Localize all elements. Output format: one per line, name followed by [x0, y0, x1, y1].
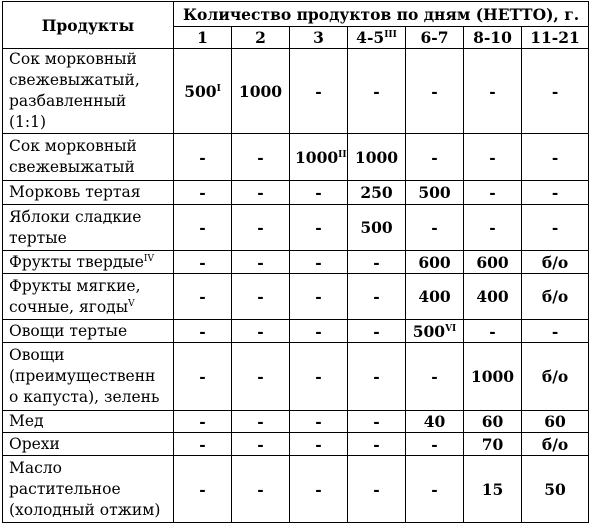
product-footnote: IV [143, 253, 154, 264]
quantity-cell [290, 433, 348, 456]
product-name-line: Мед [9, 412, 44, 430]
quantity-value: 500 [360, 218, 393, 237]
quantity-footnote: II [338, 149, 347, 160]
quantity-value: - [257, 479, 264, 499]
quantity-cell [406, 49, 464, 134]
quantity-cell [290, 251, 348, 274]
quantity-cell [406, 274, 464, 320]
product-footnote: V [128, 298, 135, 309]
quantity-cell [232, 456, 290, 523]
table-row [3, 251, 589, 274]
quantity-value: - [257, 147, 264, 167]
quantity-cell [174, 205, 232, 251]
quantity-cell [174, 49, 232, 134]
product-name-line: свежевыжатый [9, 158, 135, 176]
quantity-value: - [489, 218, 496, 237]
products-by-day-table [2, 1, 589, 523]
quantity-value: - [199, 367, 206, 386]
table-row [3, 205, 589, 251]
quantity-cell [522, 205, 589, 251]
quantity-cell [464, 320, 522, 343]
quantity-cell [348, 274, 406, 320]
quantity-value: 60 [544, 412, 566, 431]
quantity-value: - [315, 183, 322, 202]
product-name-cell [3, 433, 174, 456]
quantity-footnote: I [216, 83, 221, 94]
quantity-cell [522, 49, 589, 134]
quantity-value: - [315, 434, 322, 454]
quantity-value: - [199, 287, 206, 306]
quantity-cell [464, 433, 522, 456]
quantity-value: - [431, 479, 438, 499]
quantity-value: - [431, 367, 438, 386]
quantity-cell [290, 181, 348, 205]
document-page [2, 1, 589, 523]
quantity-footnote: VI [445, 323, 457, 334]
quantity-value: - [489, 147, 496, 167]
quantity-cell [406, 456, 464, 523]
header-day-label: 4-5 [356, 28, 385, 47]
quantity-cell [348, 205, 406, 251]
quantity-value: - [315, 252, 322, 272]
table-body [3, 49, 589, 523]
table-row [3, 49, 589, 134]
header-day-label: 2 [255, 28, 266, 47]
quantity-value: - [199, 218, 206, 237]
quantity-value: - [257, 321, 264, 341]
quantity-cell [174, 456, 232, 523]
header-day [174, 27, 232, 49]
quantity-cell [406, 251, 464, 274]
product-name-line: Орехи [9, 434, 60, 453]
quantity-value: - [199, 412, 206, 431]
quantity-value: - [199, 252, 206, 272]
quantity-value: - [257, 367, 264, 386]
quantity-value: 250 [360, 183, 393, 202]
quantity-cell [522, 320, 589, 343]
header-day [522, 27, 589, 49]
quantity-cell [174, 134, 232, 181]
table-row [3, 343, 589, 411]
quantity-cell [406, 134, 464, 181]
quantity-cell [348, 411, 406, 433]
quantity-value: - [315, 479, 322, 499]
quantity-cell [348, 134, 406, 181]
quantity-cell [232, 181, 290, 205]
table-row [3, 320, 589, 343]
quantity-value: - [315, 321, 322, 341]
product-name-cell [3, 49, 174, 134]
quantity-cell [232, 411, 290, 433]
product-name-cell [3, 274, 174, 320]
quantity-value: - [489, 81, 496, 101]
quantity-cell [406, 205, 464, 251]
product-name-cell [3, 320, 174, 343]
header-day [348, 27, 406, 49]
quantity-value: 600 [418, 252, 451, 272]
quantity-value: - [489, 321, 496, 341]
quantity-value: 60 [481, 412, 504, 431]
quantity-cell [522, 433, 589, 456]
product-name-line: о капуста), зелень [9, 388, 160, 406]
quantity-cell [232, 274, 290, 320]
product-name-line: Фрукты твердые [9, 252, 144, 271]
quantity-cell [290, 343, 348, 411]
product-name-line: тертые [9, 228, 67, 247]
quantity-value: 70 [481, 434, 504, 454]
quantity-value: - [199, 479, 206, 499]
quantity-value: - [373, 81, 380, 101]
quantity-value: - [431, 434, 438, 454]
quantity-cell [348, 456, 406, 523]
header-day-label: 1 [197, 28, 208, 47]
quantity-cell [464, 251, 522, 274]
product-name-cell [3, 205, 174, 251]
header-day [290, 27, 348, 49]
product-name-cell [3, 181, 174, 205]
quantity-value: - [373, 434, 380, 454]
quantity-cell [290, 205, 348, 251]
quantity-cell [406, 181, 464, 205]
quantity-cell [232, 251, 290, 274]
quantity-value: - [551, 81, 559, 101]
quantity-value: 500 [184, 81, 217, 101]
header-day [464, 27, 522, 49]
quantity-value: б/о [541, 287, 569, 306]
quantity-value: - [489, 183, 496, 202]
quantity-value: 15 [481, 479, 504, 499]
quantity-cell [464, 181, 522, 205]
header-day-label: 8-10 [473, 28, 512, 47]
quantity-cell [290, 320, 348, 343]
quantity-cell [290, 411, 348, 433]
quantity-cell [174, 274, 232, 320]
quantity-value: б/о [541, 252, 569, 272]
header-products: Продукты [3, 2, 174, 49]
quantity-cell [522, 411, 589, 433]
quantity-cell [464, 274, 522, 320]
quantity-value: - [431, 147, 438, 167]
quantity-cell [464, 343, 522, 411]
product-name-line: Овощи тертые [9, 321, 128, 340]
quantity-value: 400 [476, 287, 509, 306]
quantity-value: - [373, 321, 380, 341]
quantity-cell [348, 320, 406, 343]
table-row [3, 456, 589, 523]
quantity-cell [174, 343, 232, 411]
quantity-value: - [551, 218, 559, 237]
quantity-value: - [373, 412, 380, 431]
table-header [3, 2, 589, 49]
quantity-cell [290, 134, 348, 181]
quantity-value: 1000 [470, 367, 515, 386]
header-day [232, 27, 290, 49]
quantity-value: б/о [541, 367, 569, 386]
quantity-cell [348, 251, 406, 274]
quantity-value: 600 [476, 252, 509, 272]
quantity-cell [522, 251, 589, 274]
quantity-value: - [373, 252, 380, 272]
quantity-cell [406, 411, 464, 433]
product-name-line: разбавленный (1:1) [9, 92, 127, 131]
quantity-value: - [431, 81, 438, 101]
quantity-cell [348, 181, 406, 205]
quantity-value: - [431, 218, 438, 237]
quantity-value: б/о [541, 434, 569, 454]
table-row [3, 274, 589, 320]
product-name-line: Яблоки сладкие [9, 207, 142, 226]
quantity-value: 1000 [295, 147, 339, 167]
quantity-cell [464, 411, 522, 433]
product-name-line: свежевыжатый, [9, 71, 140, 89]
product-name-line: Сок морковный [9, 137, 137, 155]
quantity-cell [232, 433, 290, 456]
quantity-value: 1000 [354, 147, 399, 167]
quantity-cell [406, 320, 464, 343]
quantity-value: - [257, 218, 264, 237]
table-row [3, 134, 589, 181]
product-name-line: Морковь тертая [9, 183, 141, 201]
product-name-line: растительное [9, 479, 121, 498]
quantity-cell [232, 343, 290, 411]
product-name-cell [3, 411, 174, 433]
quantity-value: - [199, 321, 206, 341]
quantity-value: 50 [544, 479, 566, 499]
quantity-cell [464, 49, 522, 134]
quantity-cell [174, 411, 232, 433]
quantity-cell [464, 205, 522, 251]
quantity-cell [232, 205, 290, 251]
quantity-value: - [315, 412, 322, 431]
quantity-cell [290, 456, 348, 523]
quantity-value: - [373, 367, 380, 386]
quantity-value: - [551, 147, 559, 167]
quantity-cell [232, 134, 290, 181]
quantity-value: - [373, 287, 380, 306]
quantity-value: 400 [418, 287, 451, 306]
product-name-line: сочные, ягоды [9, 297, 129, 316]
quantity-cell [522, 343, 589, 411]
quantity-value: 1000 [238, 81, 283, 101]
quantity-value: - [551, 321, 559, 341]
table-row [3, 433, 589, 456]
quantity-value: 500 [418, 183, 451, 202]
quantity-value: - [257, 183, 264, 202]
product-name-line: (холодный отжим) [9, 500, 161, 519]
quantity-cell [348, 49, 406, 134]
header-row-top [3, 2, 589, 27]
quantity-value: - [315, 81, 322, 101]
quantity-value: - [315, 218, 322, 237]
quantity-value: - [315, 367, 322, 386]
product-name-line: (преимущественн [9, 367, 156, 385]
quantity-cell [290, 49, 348, 134]
header-day [406, 27, 464, 49]
table-row [3, 181, 589, 205]
quantity-cell [232, 49, 290, 134]
quantity-cell [522, 456, 589, 523]
header-day-footnote: III [384, 30, 397, 40]
header-quantity: Количество продуктов по дням (НЕТТО), г. [174, 2, 589, 27]
product-name-cell [3, 134, 174, 181]
quantity-cell [348, 343, 406, 411]
header-day-label: 11-21 [530, 28, 580, 47]
quantity-value: - [373, 479, 380, 499]
quantity-value: - [199, 147, 206, 167]
quantity-value: - [551, 183, 559, 202]
quantity-value: - [199, 434, 206, 454]
quantity-cell [232, 320, 290, 343]
quantity-cell [464, 456, 522, 523]
header-day-label: 6-7 [420, 28, 449, 47]
table-row [3, 411, 589, 433]
quantity-value: - [257, 434, 264, 454]
product-name-line: Овощи [9, 346, 65, 364]
quantity-value: - [315, 287, 322, 306]
quantity-cell [522, 134, 589, 181]
quantity-value: 40 [423, 412, 446, 431]
quantity-cell [348, 433, 406, 456]
product-name-line: Масло [9, 458, 62, 477]
quantity-cell [522, 274, 589, 320]
quantity-value: - [257, 252, 264, 272]
quantity-cell [174, 433, 232, 456]
quantity-value: 500 [412, 321, 446, 341]
quantity-cell [174, 181, 232, 205]
quantity-cell [522, 181, 589, 205]
product-name-line: Сок морковный [9, 50, 137, 68]
product-name-cell [3, 456, 174, 523]
quantity-cell [464, 134, 522, 181]
quantity-cell [406, 433, 464, 456]
quantity-value: - [257, 287, 264, 306]
product-name-line: Фрукты мягкие, [9, 276, 141, 295]
quantity-cell [406, 343, 464, 411]
quantity-cell [174, 251, 232, 274]
product-name-cell [3, 343, 174, 411]
quantity-value: - [257, 412, 264, 431]
quantity-cell [174, 320, 232, 343]
header-day-label: 3 [313, 28, 324, 47]
quantity-value: - [199, 183, 206, 202]
product-name-cell [3, 251, 174, 274]
quantity-cell [290, 274, 348, 320]
